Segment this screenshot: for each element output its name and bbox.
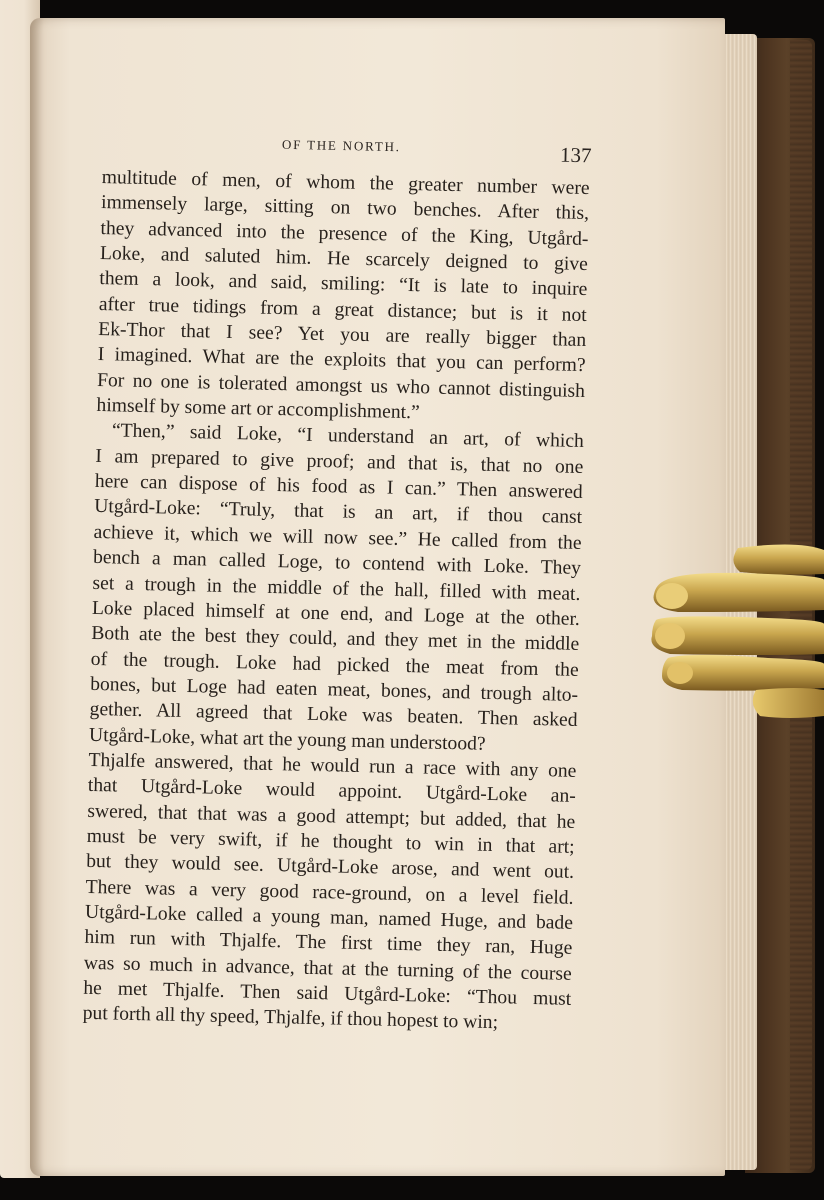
- text-line: Loke placed himself at one end, and Loge at the other.: [91, 597, 581, 630]
- page-number: 137: [559, 142, 592, 168]
- text-line: bones, but Loge had eaten meat, bones, and trough alto-: [89, 673, 579, 706]
- text-line: him run with Thjalfe. The first time they ran, Huge: [84, 927, 573, 960]
- text-line: he met Thjalfe. Then said Utgård-Loke: “Thou must: [83, 977, 572, 1010]
- brass-hand-bookmark-icon: [648, 540, 824, 720]
- text-line: multitude of men, of whom the greater number were: [101, 166, 590, 200]
- text-line: after true tidings from a great distance; but is it not: [98, 293, 587, 326]
- text-line: but they would see. Utgård-Loke arose, and went out.: [85, 851, 575, 884]
- text-line: Both ate the best they could, and they met in the middle: [91, 623, 580, 656]
- running-head: OF THE NORTH.: [281, 136, 401, 155]
- text-line: Loke, and saluted him. He scarcely deigned to give: [99, 243, 589, 276]
- text-line: Utgård-Loke: “Truly, that is an art, if thou canst: [94, 496, 583, 529]
- text-line: Ek-Thor that I see? Yet you are really bigger than: [98, 319, 587, 352]
- text-line: achieve it, which we will now see.” He called from the: [93, 521, 582, 554]
- text-line: Utgård-Loke, what art the young man understood?: [88, 724, 486, 755]
- text-line: they advanced into the presence of the King, Utgård-: [100, 217, 589, 250]
- text-line: Utgård-Loke called a young man, named Huge, and bade: [84, 901, 574, 934]
- text-line: immensely large, sitting on two benches. After this,: [100, 192, 590, 225]
- text-line: swered, that that was a good attempt; but added, that he: [87, 800, 576, 833]
- text-line: was so much in advance, that at the turning of the course: [83, 952, 573, 985]
- body-text: [82, 165, 589, 1038]
- text-line: I am prepared to give proof; and that is, that no one: [95, 445, 584, 478]
- text-line: I imagined. What are the exploits that you can perform?: [97, 344, 586, 377]
- text-line: bench a man called Loge, to contend with Loke. They: [92, 547, 582, 580]
- text-line: set a trough in the middle of the hall, filled with meat.: [92, 572, 581, 605]
- text-line: Thjalfe answered, that he would run a race with any one: [88, 749, 577, 782]
- text-line: must be very swift, if he thought to win in that art;: [86, 825, 575, 858]
- text-line: himself by some art or accomplishment.”: [96, 395, 420, 424]
- text-line: of the trough. Loke had picked the meat from the: [90, 648, 579, 681]
- text-line: gether. All agreed that Loke was beaten. Then asked: [89, 699, 578, 732]
- text-line: For no one is tolerated amongst us who cannot distinguish: [96, 369, 586, 402]
- text-line: that Utgård-Loke would appoint. Utgård-Loke an-: [87, 775, 577, 808]
- text-line: them a look, and said, smiling: “It is late to inquire: [99, 268, 588, 301]
- text-line: here can dispose of his food as I can.” Then answered: [94, 471, 583, 504]
- text-line: “Then,” said Loke, “I understand an art, of which: [111, 420, 585, 453]
- text-line: put forth all thy speed, Thjalfe, if thou hopest to win;: [82, 1003, 499, 1034]
- text-line: There was a very good race-ground, on a level field.: [85, 876, 574, 909]
